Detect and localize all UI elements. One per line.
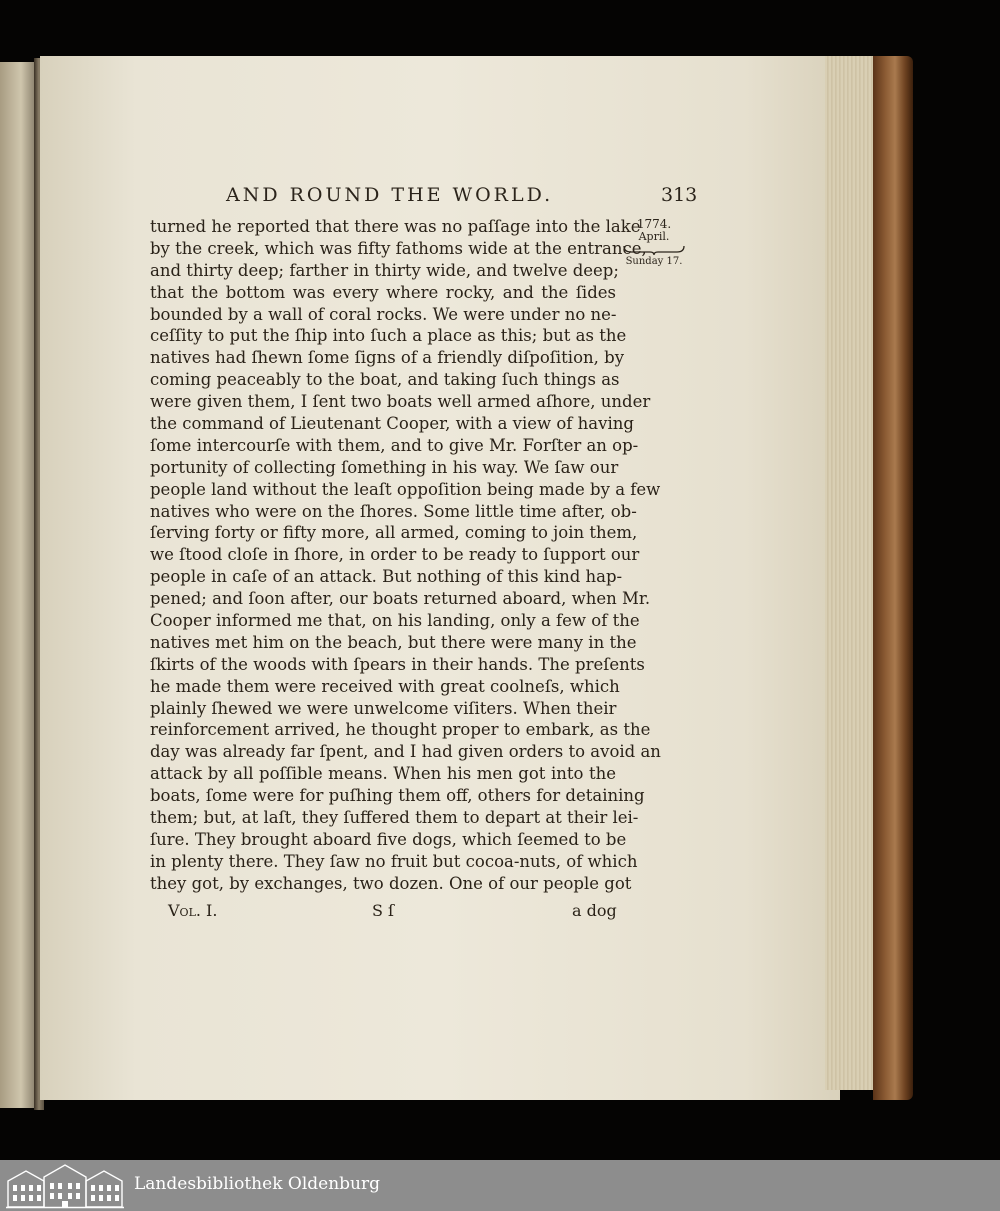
text-line: people in caſe of an attack. But nothing of this kind hap- — [150, 567, 623, 587]
text-line: ſkirts of the woods with ſpears in their hands. The preſents — [150, 654, 645, 674]
catchword: a dog — [572, 901, 617, 920]
text-line: pened; and ſoon after, our boats returned aboard, when Mr. — [150, 589, 651, 609]
text-line: the command of Lieutenant Cooper, with a view of having — [150, 414, 634, 434]
text-line: Cooper informed me that, on his landing, only a few of the — [150, 611, 640, 631]
text-line: he made them were received with great coolneſs, which — [150, 676, 620, 696]
text-line: ceſſity to put the ſhip into ſuch a place as this; but as the — [150, 326, 627, 346]
text-line: natives met him on the beach, but there were many in the — [150, 632, 637, 652]
text-line: coming peaceably to the boat, and taking ſuch things as — [150, 370, 620, 390]
text-line: people land without the leaſt oppoſition being made by a few — [150, 479, 661, 499]
text-line: plainly ſhewed we were unwelcome viſiters. When their — [150, 698, 617, 718]
text-line: attack by all poſſible means. When his men got into the — [150, 764, 616, 784]
library-building-icon — [6, 1163, 124, 1209]
text-line: reinforcement arrived, he thought proper to embark, as the — [150, 720, 651, 740]
text-line: were given them, I ſent two boats well armed aſhore, under — [150, 392, 651, 412]
text-line: they got, by exchanges, two dozen. One of our people got — [150, 873, 632, 893]
text-line: natives had ſhewn ſome ſigns of a friendly diſpoſition, by — [150, 348, 625, 368]
left-page-edge — [0, 62, 38, 1108]
text-line: we ſtood cloſe in ſhore, in order to be ready to ſupport our — [150, 545, 640, 565]
text-line: them; but, at laſt, they ſuffered them to depart at their lei- — [150, 808, 639, 828]
text-line: in plenty there. They ſaw no fruit but cocoa-nuts, of which — [150, 851, 638, 871]
text-line: boats, ſome were for puſhing them off, others for detaining — [150, 786, 645, 806]
text-line: ſure. They brought aboard five dogs, which ſeemed to be — [150, 829, 627, 849]
text-line: ſerving forty or fifty more, all armed, coming to join them, — [150, 523, 638, 543]
text-line: turned he reported that there was no paſſage into the lake — [150, 217, 641, 236]
page-block-edges — [825, 56, 879, 1090]
text-line: by the creek, which was fifty fathoms wide at the entrance, — [150, 238, 647, 258]
text-line: that the bottom was every where rocky, and the ſides — [150, 282, 616, 302]
text-line: ſome intercourſe with them, and to give Mr. Forſter an op- — [150, 435, 639, 455]
running-head: AND ROUND THE WORLD. — [226, 184, 554, 206]
text-line: bounded by a wall of coral rocks. We were under no ne- — [150, 304, 617, 324]
signature-mark: S ſ — [372, 901, 394, 920]
page-number: 313 — [661, 184, 698, 206]
text-line: portunity of collecting ſomething in his way. We ſaw our — [150, 457, 619, 477]
text-line: and thirty deep; farther in thirty wide, and twelve deep; — [150, 260, 619, 280]
book-cover-edge — [873, 56, 913, 1100]
margin-note-day: Sunday 17. — [625, 256, 683, 267]
margin-note-year: 1774. — [636, 217, 672, 231]
text-line: day was already far ſpent, and I had given orders to avoid an — [150, 742, 661, 762]
volume-mark: Vol. I. — [168, 901, 218, 920]
library-name: Landesbibliothek Oldenburg — [134, 1174, 381, 1194]
margin-note-month: April. — [638, 230, 670, 243]
text-line: natives who were on the ſhores. Some little time after, ob- — [150, 501, 637, 521]
